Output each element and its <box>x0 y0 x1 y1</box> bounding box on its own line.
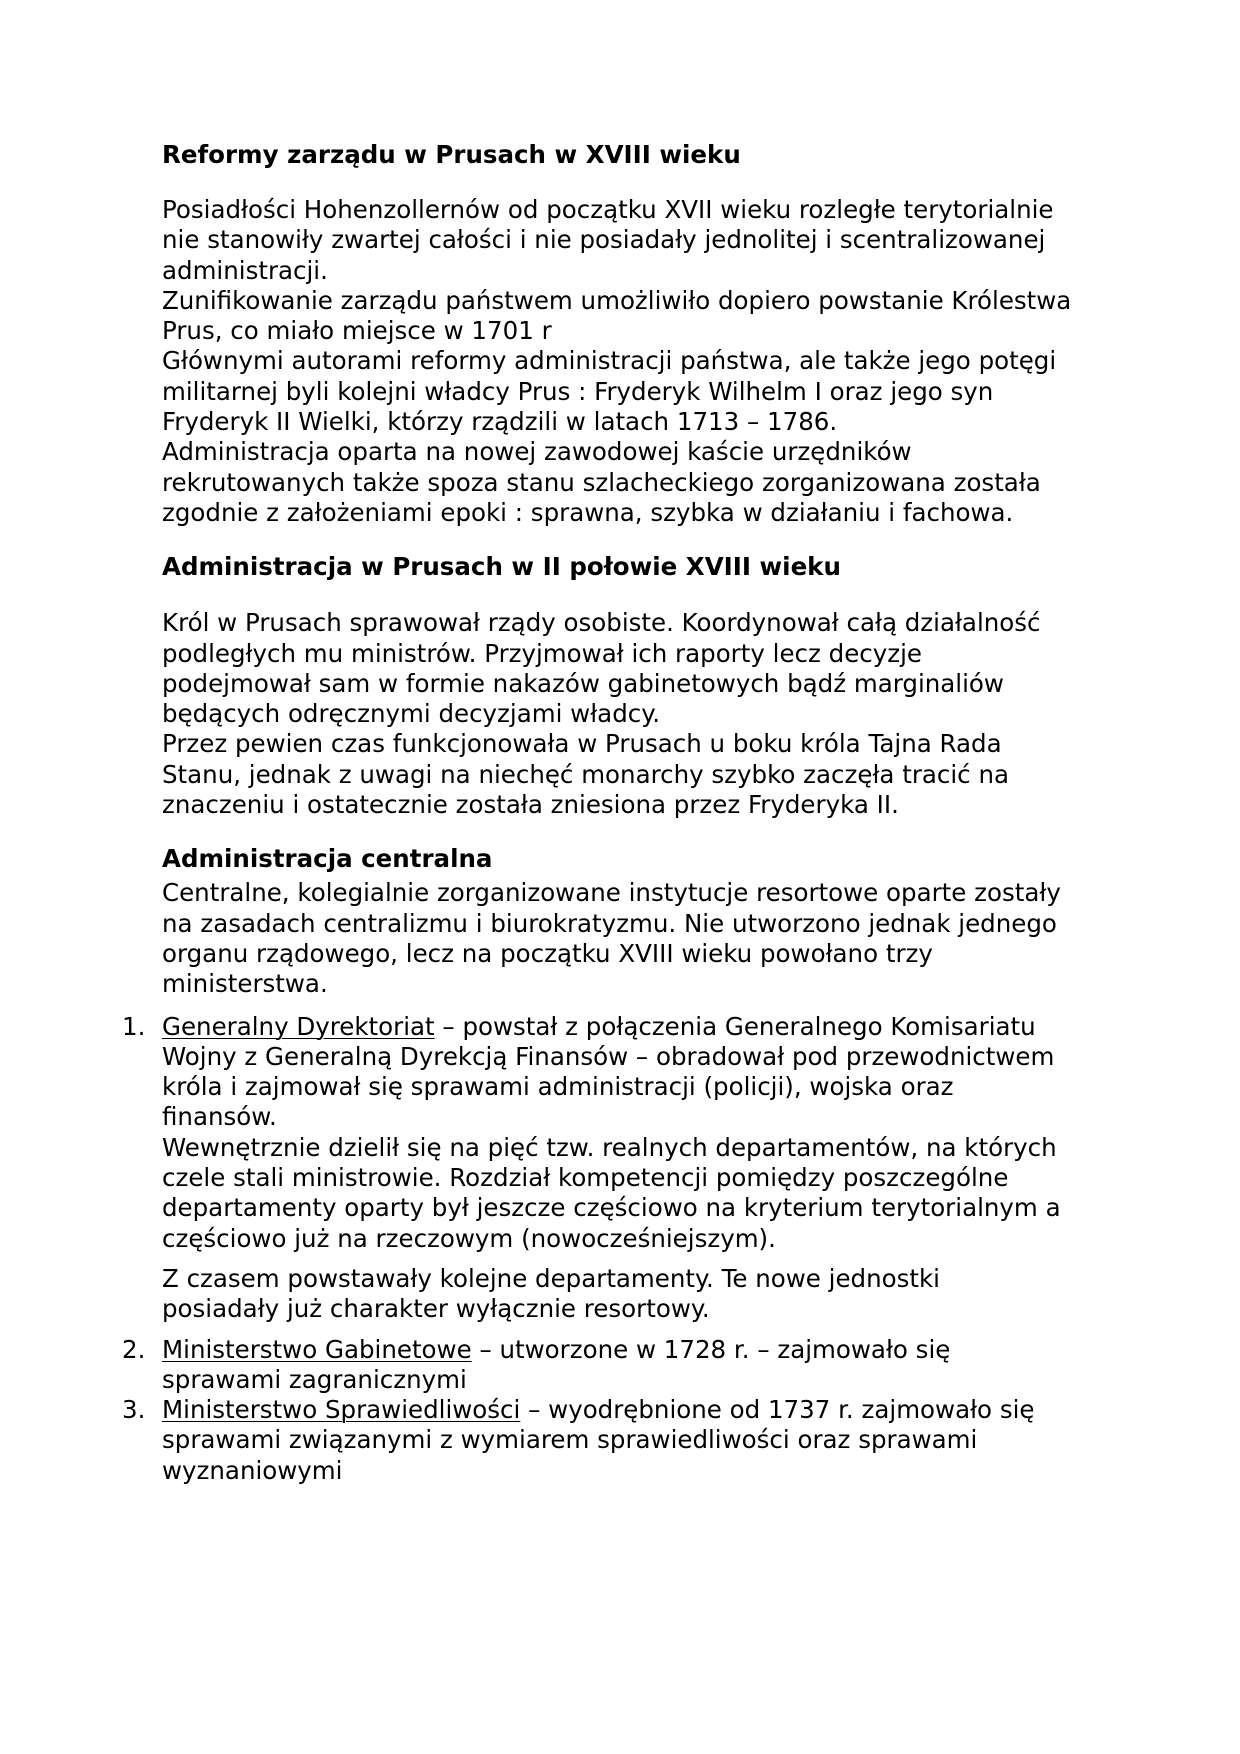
section3-line: na zasadach centralizmu i biurokratyzmu. Nie utworzono jednak jednego <box>162 908 1057 938</box>
list-item-line: króla i zajmował się sprawami administracji (policji), wojska oraz <box>162 1072 954 1102</box>
intro-line: Administracja oparta na nowej zawodowej kaście urzędników <box>162 437 912 467</box>
section2-line: Przez pewien czas funkcjonowała w Prusach u boku króla Tajna Rada <box>162 729 1002 759</box>
intro-line: zgodnie z założeniami epoki : sprawna, szybka w działaniu i fachowa. <box>162 497 1014 527</box>
list-item <box>122 1395 1102 1486</box>
intro-line: Posiadłości Hohenzollernów od początku XVII wieku rozległe terytorialnie <box>162 195 1054 224</box>
intro-line: militarnej byli kolejni władcy Prus : Fryderyk Wilhelm I oraz jego syn <box>162 376 994 406</box>
list-item-line: czele stali ministrowie. Rozdział kompetencji pomiędzy poszczególne <box>162 1163 1009 1193</box>
document-page <box>122 140 1102 1486</box>
section2-line: będących odręcznymi decyzjami władcy. <box>162 699 661 729</box>
section2-paragraph <box>162 608 1102 820</box>
section3-paragraph <box>162 878 1102 999</box>
list-item-term: Ministerstwo Sprawiedliwości <box>162 1395 521 1425</box>
list-item-line: sprawami związanymi z wymiarem sprawiedliwości oraz sprawami <box>162 1425 978 1455</box>
section3-line: organu rządowego, lecz na początku XVIII wieku powołano trzy <box>162 938 933 968</box>
list-item-line: Wojny z Generalną Dyrekcją Finansów – obradował pod przewodnictwem <box>162 1041 1055 1071</box>
list-item-term: Generalny Dyrektoriat <box>162 1011 435 1041</box>
list-number: 2. <box>122 1334 146 1364</box>
section2-line: podejmował sam w formie nakazów gabinetowych bądź marginaliów <box>162 668 1004 698</box>
document-title: Reformy zarządu w Prusach w XVIII wieku <box>162 140 741 169</box>
list-item <box>122 1011 1102 1325</box>
list-item-line: Z czasem powstawały kolejne departamenty. Te nowe jednostki <box>162 1263 940 1293</box>
section2-line: Stanu, jednak z uwagi na niechęć monarchy szybko zaczęła tracić na <box>162 759 1009 789</box>
list-item-line: sprawami zagranicznymi <box>162 1364 467 1394</box>
section-heading: Administracja w Prusach w II połowie XVIII wieku <box>162 552 841 582</box>
intro-line: rekrutowanych także spoza stanu szlacheckiego zorganizowana została <box>162 467 1041 497</box>
ministries-list <box>122 1011 1102 1486</box>
section-heading: Administracja centralna <box>162 844 493 874</box>
intro-line: Fryderyk II Wielki, którzy rządzili w latach 1713 – 1786. <box>162 407 838 437</box>
list-item-first-line <box>162 1335 1102 1365</box>
intro-line: administracji. <box>162 255 328 285</box>
list-item-line: Wewnętrznie dzielił się na pięć tzw. realnych departamentów, na których <box>162 1132 1057 1162</box>
list-item-first-rest: – wyodrębnione od 1737 r. zajmowało się <box>520 1395 1035 1425</box>
list-item-extra-paragraph <box>162 1264 1102 1325</box>
list-item-line: częściowo już na rzeczowym (nowocześniejszym). <box>162 1223 776 1253</box>
list-item-line: finansów. <box>162 1102 277 1132</box>
list-item-line: departamenty oparty był jeszcze częściowo na kryterium terytorialnym a <box>162 1193 1061 1223</box>
section2-line: Król w Prusach sprawował rządy osobiste. Koordynował całą działalność <box>162 608 1041 638</box>
list-item-first-line <box>162 1012 1102 1042</box>
intro-line: Prus, co miało miejsce w 1701 r <box>162 316 552 346</box>
list-item-line: posiadały już charakter wyłącznie resortowy. <box>162 1294 710 1324</box>
intro-line: Zunifikowanie zarządu państwem umożliwiło dopiero powstanie Królestwa <box>162 285 1072 315</box>
section3-line: Centralne, kolegialnie zorganizowane instytucje resortowe oparte zostały <box>162 878 1061 908</box>
list-number: 1. <box>122 1011 146 1041</box>
section2-line: podległych mu ministrów. Przyjmował ich raporty lecz decyzje <box>162 638 922 668</box>
list-item <box>122 1334 1102 1396</box>
list-item-first-rest: – powstał z połączenia Generalnego Komisariatu <box>434 1011 1036 1041</box>
intro-paragraph <box>162 195 1102 528</box>
list-item-first-rest: – utworzone w 1728 r. – zajmowało się <box>471 1334 951 1364</box>
list-number: 3. <box>122 1395 146 1425</box>
section3-line: ministerstwa. <box>162 969 328 999</box>
intro-line: nie stanowiły zwartej całości i nie posiadały jednolitej i scentralizowanej <box>162 225 1046 255</box>
intro-line: Głównymi autorami reformy administracji państwa, ale także jego potęgi <box>162 346 1057 376</box>
list-item-line: wyznaniowymi <box>162 1455 343 1485</box>
list-item-term: Ministerstwo Gabinetowe <box>162 1334 472 1364</box>
list-item-first-line <box>162 1395 1102 1425</box>
section2-line: znaczeniu i ostatecznie została zniesiona przez Fryderyka II. <box>162 790 899 820</box>
